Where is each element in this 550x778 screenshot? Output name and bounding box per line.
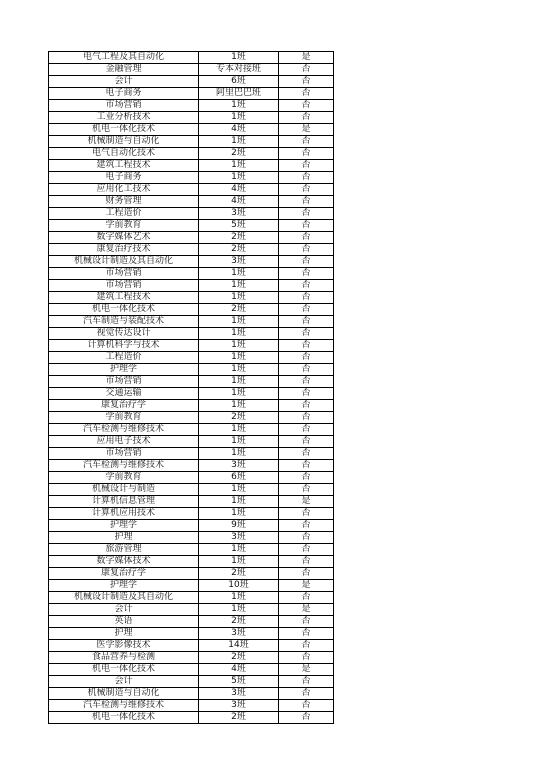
- flag-cell: 否: [279, 268, 334, 280]
- class-cell: 1班: [199, 292, 279, 304]
- table-row: [49, 52, 334, 64]
- table-row: [49, 424, 334, 436]
- flag-cell: 否: [279, 304, 334, 316]
- table-row: [49, 268, 334, 280]
- table-row: [49, 220, 334, 232]
- table-row: [49, 244, 334, 256]
- table-row: [49, 328, 334, 340]
- class-cell: 1班: [199, 280, 279, 292]
- flag-cell: 否: [279, 472, 334, 484]
- table-row: [49, 112, 334, 124]
- class-cell: 1班: [199, 136, 279, 148]
- major-cell: 建筑工程技术: [49, 160, 199, 172]
- major-cell: 康复治疗学: [49, 400, 199, 412]
- class-cell: 1班: [199, 340, 279, 352]
- table-row: [49, 532, 334, 544]
- class-cell: 3班: [199, 460, 279, 472]
- major-cell: 视觉传达设计: [49, 328, 199, 340]
- table-row: [49, 592, 334, 604]
- class-cell: 1班: [199, 112, 279, 124]
- flag-cell: 否: [279, 196, 334, 208]
- flag-cell: 否: [279, 76, 334, 88]
- major-cell: 机械制造与自动化: [49, 136, 199, 148]
- table-row: [49, 256, 334, 268]
- table-row: [49, 100, 334, 112]
- class-cell: 1班: [199, 172, 279, 184]
- class-cell: 1班: [199, 496, 279, 508]
- flag-cell: 否: [279, 376, 334, 388]
- class-cell: 2班: [199, 712, 279, 724]
- major-cell: 工业分析技术: [49, 112, 199, 124]
- major-cell: 数字媒体技术: [49, 556, 199, 568]
- flag-cell: 是: [279, 580, 334, 592]
- flag-cell: 否: [279, 436, 334, 448]
- table-row: [49, 304, 334, 316]
- major-cell: 护理: [49, 628, 199, 640]
- table-row: [49, 448, 334, 460]
- class-cell: 2班: [199, 652, 279, 664]
- major-cell: 机电一体化技术: [49, 304, 199, 316]
- flag-cell: 否: [279, 364, 334, 376]
- flag-cell: 否: [279, 484, 334, 496]
- major-cell: 汽车检测与维修技术: [49, 424, 199, 436]
- table-row: [49, 652, 334, 664]
- flag-cell: 是: [279, 124, 334, 136]
- class-cell: 1班: [199, 484, 279, 496]
- flag-cell: 是: [279, 52, 334, 64]
- flag-cell: 否: [279, 352, 334, 364]
- spreadsheet: [48, 51, 333, 724]
- class-cell: 5班: [199, 676, 279, 688]
- major-cell: 机电一体化技术: [49, 664, 199, 676]
- major-cell: 汽车制造与装配技术: [49, 316, 199, 328]
- table-row: [49, 232, 334, 244]
- major-cell: 机械制造与自动化: [49, 688, 199, 700]
- major-cell: 会计: [49, 76, 199, 88]
- major-cell: 市场营销: [49, 448, 199, 460]
- table-row: [49, 292, 334, 304]
- class-cell: 2班: [199, 412, 279, 424]
- flag-cell: 否: [279, 316, 334, 328]
- table-row: [49, 124, 334, 136]
- flag-cell: 否: [279, 688, 334, 700]
- major-cell: 计算机信息管理: [49, 496, 199, 508]
- flag-cell: 否: [279, 328, 334, 340]
- table-row: [49, 340, 334, 352]
- table-row: [49, 496, 334, 508]
- table-row: [49, 376, 334, 388]
- flag-cell: 否: [279, 460, 334, 472]
- major-cell: 工程造价: [49, 208, 199, 220]
- class-cell: 6班: [199, 472, 279, 484]
- table-row: [49, 352, 334, 364]
- table-row: [49, 400, 334, 412]
- class-cell: 5班: [199, 220, 279, 232]
- flag-cell: 否: [279, 412, 334, 424]
- class-cell: 3班: [199, 700, 279, 712]
- major-cell: 计算机科学与技术: [49, 340, 199, 352]
- class-cell: 1班: [199, 376, 279, 388]
- flag-cell: 否: [279, 676, 334, 688]
- table-row: [49, 148, 334, 160]
- class-cell: 1班: [199, 400, 279, 412]
- class-cell: 阿里巴巴班: [199, 88, 279, 100]
- table-row: [49, 616, 334, 628]
- flag-cell: 否: [279, 172, 334, 184]
- class-cell: 1班: [199, 100, 279, 112]
- table-row: [49, 484, 334, 496]
- major-cell: 市场营销: [49, 268, 199, 280]
- flag-cell: 否: [279, 292, 334, 304]
- class-cell: 3班: [199, 688, 279, 700]
- flag-cell: 否: [279, 592, 334, 604]
- flag-cell: 否: [279, 448, 334, 460]
- table-row: [49, 580, 334, 592]
- major-cell: 学前教育: [49, 472, 199, 484]
- major-cell: 机电一体化技术: [49, 712, 199, 724]
- major-cell: 机械设计制造及其自动化: [49, 256, 199, 268]
- table-row: [49, 472, 334, 484]
- class-cell: 1班: [199, 268, 279, 280]
- table-row: [49, 460, 334, 472]
- major-cell: 机械设计与制造: [49, 484, 199, 496]
- class-cell: 1班: [199, 364, 279, 376]
- class-cell: 2班: [199, 148, 279, 160]
- major-cell: 康复治疗技术: [49, 244, 199, 256]
- table-row: [49, 568, 334, 580]
- flag-cell: 否: [279, 388, 334, 400]
- flag-cell: 否: [279, 520, 334, 532]
- major-cell: 汽车检测与维修技术: [49, 700, 199, 712]
- class-cell: 1班: [199, 556, 279, 568]
- flag-cell: 否: [279, 220, 334, 232]
- major-cell: 护理学: [49, 364, 199, 376]
- table-row: [49, 316, 334, 328]
- flag-cell: 否: [279, 400, 334, 412]
- class-cell: 2班: [199, 568, 279, 580]
- table-body: [49, 52, 334, 724]
- major-cell: 康复治疗学: [49, 568, 199, 580]
- class-cell: 9班: [199, 520, 279, 532]
- class-cell: 3班: [199, 256, 279, 268]
- major-cell: 食品营养与检测: [49, 652, 199, 664]
- major-cell: 工程造价: [49, 352, 199, 364]
- major-cell: 机械设计制造及其自动化: [49, 592, 199, 604]
- table-row: [49, 520, 334, 532]
- class-cell: 3班: [199, 628, 279, 640]
- flag-cell: 否: [279, 424, 334, 436]
- class-cell: 4班: [199, 124, 279, 136]
- table-row: [49, 184, 334, 196]
- flag-cell: 是: [279, 496, 334, 508]
- table-row: [49, 688, 334, 700]
- flag-cell: 否: [279, 148, 334, 160]
- flag-cell: 否: [279, 532, 334, 544]
- flag-cell: 否: [279, 616, 334, 628]
- major-cell: 市场营销: [49, 280, 199, 292]
- major-cell: 电子商务: [49, 88, 199, 100]
- table-row: [49, 436, 334, 448]
- class-cell: 4班: [199, 196, 279, 208]
- class-cell: 4班: [199, 184, 279, 196]
- class-table: [48, 51, 334, 724]
- major-cell: 机电一体化技术: [49, 124, 199, 136]
- major-cell: 应用电子技术: [49, 436, 199, 448]
- major-cell: 计算机应用技术: [49, 508, 199, 520]
- class-cell: 2班: [199, 232, 279, 244]
- class-cell: 专本对接班: [199, 64, 279, 76]
- class-cell: 2班: [199, 304, 279, 316]
- flag-cell: 否: [279, 340, 334, 352]
- table-row: [49, 76, 334, 88]
- major-cell: 交通运输: [49, 388, 199, 400]
- table-row: [49, 136, 334, 148]
- flag-cell: 否: [279, 256, 334, 268]
- class-cell: 1班: [199, 604, 279, 616]
- flag-cell: 否: [279, 556, 334, 568]
- flag-cell: 否: [279, 100, 334, 112]
- major-cell: 旅游管理: [49, 544, 199, 556]
- class-cell: 1班: [199, 592, 279, 604]
- flag-cell: 否: [279, 700, 334, 712]
- major-cell: 护理: [49, 532, 199, 544]
- class-cell: 1班: [199, 544, 279, 556]
- major-cell: 学前教育: [49, 220, 199, 232]
- table-row: [49, 160, 334, 172]
- class-cell: 1班: [199, 316, 279, 328]
- major-cell: 财务管理: [49, 196, 199, 208]
- table-row: [49, 172, 334, 184]
- major-cell: 会计: [49, 676, 199, 688]
- flag-cell: 否: [279, 64, 334, 76]
- class-cell: 1班: [199, 424, 279, 436]
- flag-cell: 否: [279, 712, 334, 724]
- flag-cell: 否: [279, 112, 334, 124]
- flag-cell: 是: [279, 664, 334, 676]
- table-row: [49, 640, 334, 652]
- major-cell: 数字媒体艺术: [49, 232, 199, 244]
- major-cell: 应用化工技术: [49, 184, 199, 196]
- major-cell: 市场营销: [49, 376, 199, 388]
- class-cell: 2班: [199, 244, 279, 256]
- major-cell: 汽车检测与维修技术: [49, 460, 199, 472]
- table-row: [49, 388, 334, 400]
- major-cell: 学前教育: [49, 412, 199, 424]
- table-row: [49, 196, 334, 208]
- major-cell: 市场营销: [49, 100, 199, 112]
- table-row: [49, 364, 334, 376]
- table-row: [49, 628, 334, 640]
- major-cell: 电气工程及其自动化: [49, 52, 199, 64]
- table-row: [49, 208, 334, 220]
- table-row: [49, 604, 334, 616]
- class-cell: 4班: [199, 664, 279, 676]
- class-cell: 14班: [199, 640, 279, 652]
- major-cell: 医学影像技术: [49, 640, 199, 652]
- flag-cell: 否: [279, 544, 334, 556]
- flag-cell: 否: [279, 160, 334, 172]
- table-row: [49, 544, 334, 556]
- major-cell: 电子商务: [49, 172, 199, 184]
- class-cell: 2班: [199, 616, 279, 628]
- class-cell: 3班: [199, 532, 279, 544]
- table-row: [49, 556, 334, 568]
- major-cell: 金融管理: [49, 64, 199, 76]
- major-cell: 英语: [49, 616, 199, 628]
- table-row: [49, 508, 334, 520]
- flag-cell: 否: [279, 628, 334, 640]
- major-cell: 护理学: [49, 520, 199, 532]
- flag-cell: 否: [279, 280, 334, 292]
- class-cell: 1班: [199, 448, 279, 460]
- table-row: [49, 664, 334, 676]
- class-cell: 1班: [199, 388, 279, 400]
- class-cell: 6班: [199, 76, 279, 88]
- table-row: [49, 280, 334, 292]
- class-cell: 3班: [199, 208, 279, 220]
- class-cell: 1班: [199, 352, 279, 364]
- table-row: [49, 64, 334, 76]
- flag-cell: 否: [279, 184, 334, 196]
- class-cell: 1班: [199, 52, 279, 64]
- major-cell: 建筑工程技术: [49, 292, 199, 304]
- class-cell: 1班: [199, 436, 279, 448]
- flag-cell: 否: [279, 136, 334, 148]
- major-cell: 会计: [49, 604, 199, 616]
- table-row: [49, 412, 334, 424]
- table-row: [49, 700, 334, 712]
- flag-cell: 否: [279, 232, 334, 244]
- flag-cell: 否: [279, 88, 334, 100]
- flag-cell: 否: [279, 568, 334, 580]
- table-row: [49, 88, 334, 100]
- flag-cell: 否: [279, 208, 334, 220]
- table-row: [49, 676, 334, 688]
- flag-cell: 否: [279, 640, 334, 652]
- class-cell: 1班: [199, 328, 279, 340]
- class-cell: 1班: [199, 160, 279, 172]
- flag-cell: 否: [279, 652, 334, 664]
- class-cell: 10班: [199, 580, 279, 592]
- flag-cell: 是: [279, 604, 334, 616]
- flag-cell: 否: [279, 244, 334, 256]
- major-cell: 电气自动化技术: [49, 148, 199, 160]
- class-cell: 1班: [199, 508, 279, 520]
- table-row: [49, 712, 334, 724]
- flag-cell: 否: [279, 508, 334, 520]
- major-cell: 护理学: [49, 580, 199, 592]
